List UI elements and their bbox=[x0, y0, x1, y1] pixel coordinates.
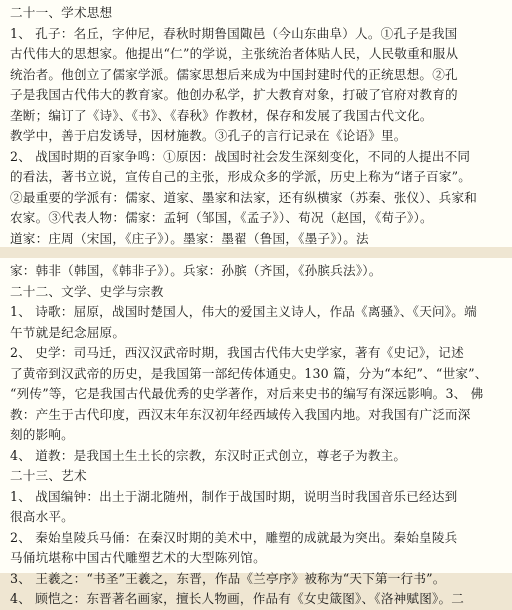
text-line: 教：产生于古代印度，西汉末年东汉初年经西域传入我国内地。对我国有广泛而深 bbox=[10, 406, 471, 422]
section-heading: 二十一、学术思想 bbox=[10, 5, 113, 20]
text-line: 1、 诗歌：屈原，战国时楚国人，伟大的爱国主义诗人，作品《离骚》、《天问》。端 bbox=[10, 304, 477, 319]
text-line: 的看法，著书立说，宣传自己的主张，形成众多的学派，历史上称为“诸子百家”。 bbox=[10, 169, 472, 184]
section-heading: 二十二、文学、史学与宗教 bbox=[10, 283, 164, 299]
text-line: 1、 战国编钟：出土于湖北随州，制作于战国时期，说明当时我国音乐已经达到 bbox=[10, 488, 458, 504]
text-line: “列传”等，它是我国古代最优秀的史学著作，对后来史书的编写有深远影响。3、 佛 bbox=[10, 386, 484, 401]
text-line: 统治者。他创立了儒家学派。儒家思想后来成为中国封建时代的正统思想。②孔 bbox=[10, 66, 458, 82]
text-line: 家：韩非（韩国，《韩非子》）。兵家：孙膑（齐国，《孙膑兵法》）。 bbox=[10, 263, 382, 278]
text-line: 很高水平。 bbox=[10, 509, 74, 524]
text-line: 3、 王羲之：“书圣”王羲之，东晋，作品《兰亭序》被称为“天下第一行书”。 bbox=[10, 570, 446, 586]
document-page-1 bbox=[0, 0, 512, 247]
text-line: 农家。③代表人物：儒家：孟轲（邹国，《孟子》）、荀况（赵国，《荀子》）。 bbox=[10, 210, 433, 225]
text-line: 4、 道教：是我国土生土长的宗教，东汉时正式创立，尊老子为教主。 bbox=[10, 447, 407, 463]
text-line: 了黄帝到汉武帝的历史，是我国第一部纪传体通史。130 篇，分为“本纪”、“世家”、 bbox=[10, 365, 488, 381]
text-line: 马俑坑堪称中国古代雕塑艺术的大型陈列馆。 bbox=[10, 550, 266, 565]
text-line: 刻的影响。 bbox=[10, 427, 74, 442]
text-line: 2、 秦始皇陵兵马俑：在秦汉时期的美术中，雕塑的成就最为突出。秦始皇陵兵 bbox=[10, 529, 458, 545]
document-page-2 bbox=[0, 258, 512, 606]
text-line: 垄断；编订了《诗》、《书》、《春秋》作教材，保存和发展了我国古代文化。 bbox=[10, 107, 433, 123]
text-line: 古代伟大的思想家。他提出“仁”的学说，主张统治者体贴人民，人民敬重和服从 bbox=[10, 46, 459, 61]
text-line: 子是我国古代伟大的教育家。他创办私学，扩大教育对象，打破了官府对教育的 bbox=[10, 87, 458, 102]
text-line: 2、 史学：司马迁，西汉汉武帝时期，我国古代伟大史学家，著有《史记》，记述 bbox=[10, 345, 464, 360]
text-line: 1、 孔子：名丘，字仲尼，春秋时期鲁国陬邑（今山东曲阜）人。①孔子是我国 bbox=[10, 25, 458, 41]
text-line: 4、 顾恺之：东晋著名画家，擅长人物画，作品有《女史箴图》、《洛神赋图》。二 bbox=[10, 591, 465, 606]
text-line: 教学中，善于启发诱导，因材施教。③孔子的言行记录在《论语》里。 bbox=[10, 128, 407, 143]
text-line: 道家：庄周（宋国，《庄子》）。墨家：墨翟（鲁国，《墨子》）。法 bbox=[10, 230, 369, 246]
text-line: 2、 战国时期的百家争鸣：①原因：战国时社会发生深刻变化，不同的人提出不同 bbox=[10, 148, 471, 164]
text-line: 午节就是纪念屈原。 bbox=[10, 324, 126, 340]
section-heading: 二十三、艺术 bbox=[10, 468, 87, 483]
text-line: ②最重要的学派有：儒家、道家、墨家和法家，还有纵横家（苏秦、张仪）、兵家和 bbox=[10, 189, 478, 205]
